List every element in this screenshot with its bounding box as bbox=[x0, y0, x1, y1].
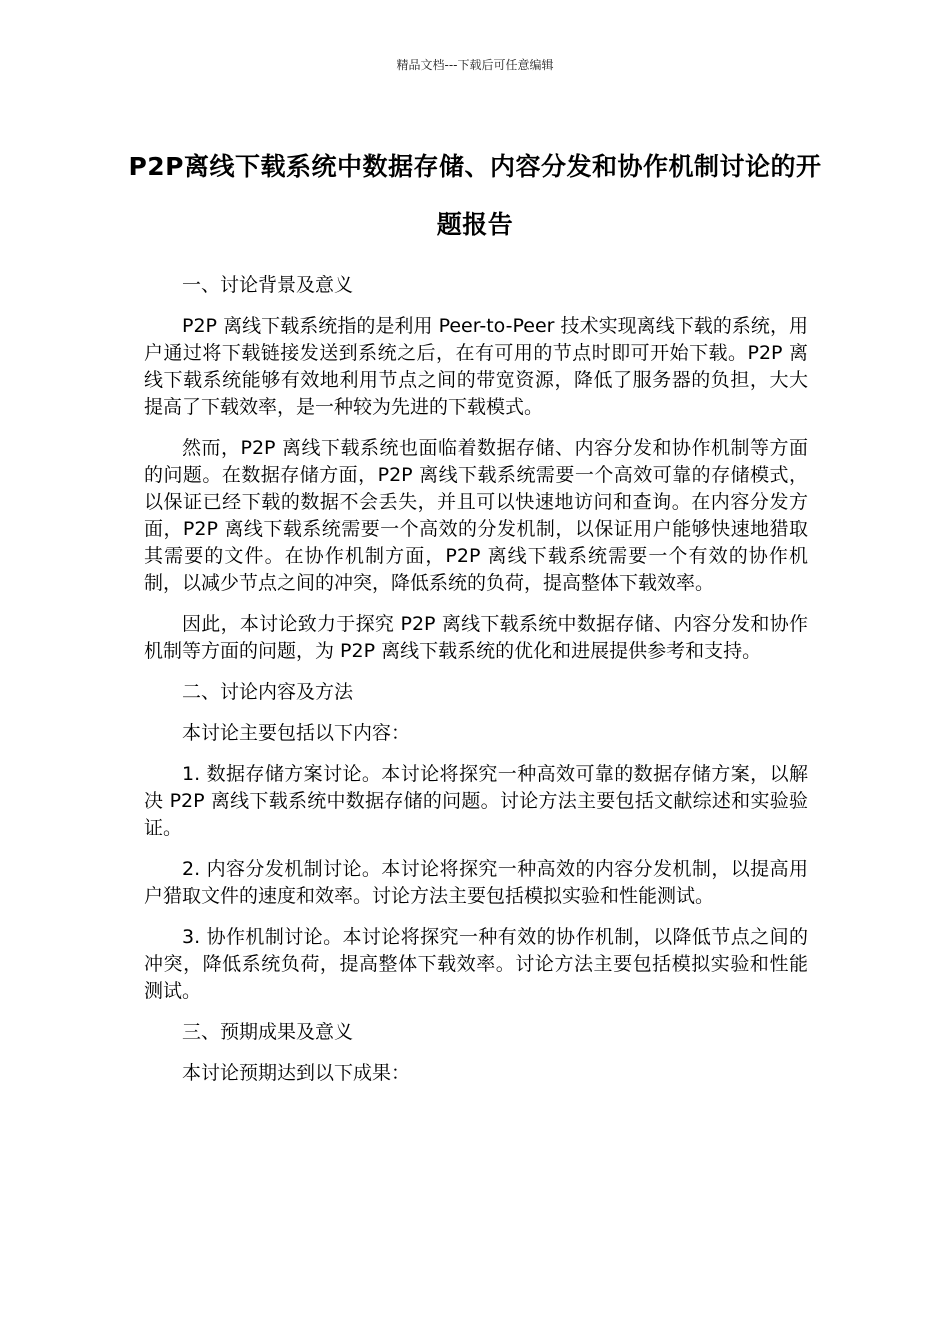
paragraph: 因此，本讨论致力于探究 P2P 离线下载系统中数据存储、内容分发和协作机制等方面的问题，为 P2P 离线下载系统的优化和进展提供参考和支持。 bbox=[144, 613, 808, 662]
paragraph: 本讨论主要包括以下内容： bbox=[182, 722, 411, 744]
paragraph: 然而，P2P 离线下载系统也面临着数据存储、内容分发和协作机制等方面的问题。在数据存储方面，P2P 离线下载系统需要一个高效可靠的存储模式，以保证已经下载的数据不会丢失，并且可以快速地访问和查询。在内容分发方面，P2P 离线下载系统需要一个高效的分发机制，以保证用户能够快速地猎取其需要的文件。在协作机制方面，P2P 离线下载系统需要一个有效的协作机制，以减少节点之间的冲突，降低系统的负荷，提高整体下载效率。 bbox=[144, 437, 808, 594]
list-item-content-distribution: 2. 内容分发机制讨论。本讨论将探究一种高效的内容分发机制，以提高用户猎取文件的速度和效率。讨论方法主要包括模拟实验和性能测试。 bbox=[144, 858, 808, 907]
paragraph: 本讨论预期达到以下成果： bbox=[182, 1062, 411, 1084]
document-body bbox=[144, 272, 808, 1101]
document-title: P2P离线下载系统中数据存储、内容分发和协作机制讨论的开题报告 bbox=[128, 152, 822, 239]
section-heading-expected-results: 三、预期成果及意义 bbox=[182, 1021, 354, 1043]
paragraph: P2P 离线下载系统指的是利用 Peer-to-Peer 技术实现离线下载的系统，用户通过将下载链接发送到系统之后，在有可用的节点时即可开始下载。P2P 离线下载系统能够有效地利用节点之间的带宽资源，降低了服务器的负担，大大提高了下载效率，是一种较为先进的下载模式。 bbox=[144, 315, 808, 418]
list-item-data-storage: 1. 数据存储方案讨论。本讨论将探究一种高效可靠的数据存储方案，以解决 P2P 离线下载系统中数据存储的问题。讨论方法主要包括文献综述和实验验证。 bbox=[144, 763, 808, 839]
section-heading-content-method: 二、讨论内容及方法 bbox=[182, 681, 354, 703]
list-item-collaboration: 3. 协作机制讨论。本讨论将探究一种有效的协作机制，以降低节点之间的冲突，降低系统负荷，提高整体下载效率。讨论方法主要包括模拟实验和性能测试。 bbox=[144, 926, 808, 1002]
section-heading-background: 一、讨论背景及意义 bbox=[182, 274, 354, 296]
header-note: 精品文档---下载后可任意编辑 bbox=[396, 58, 554, 72]
